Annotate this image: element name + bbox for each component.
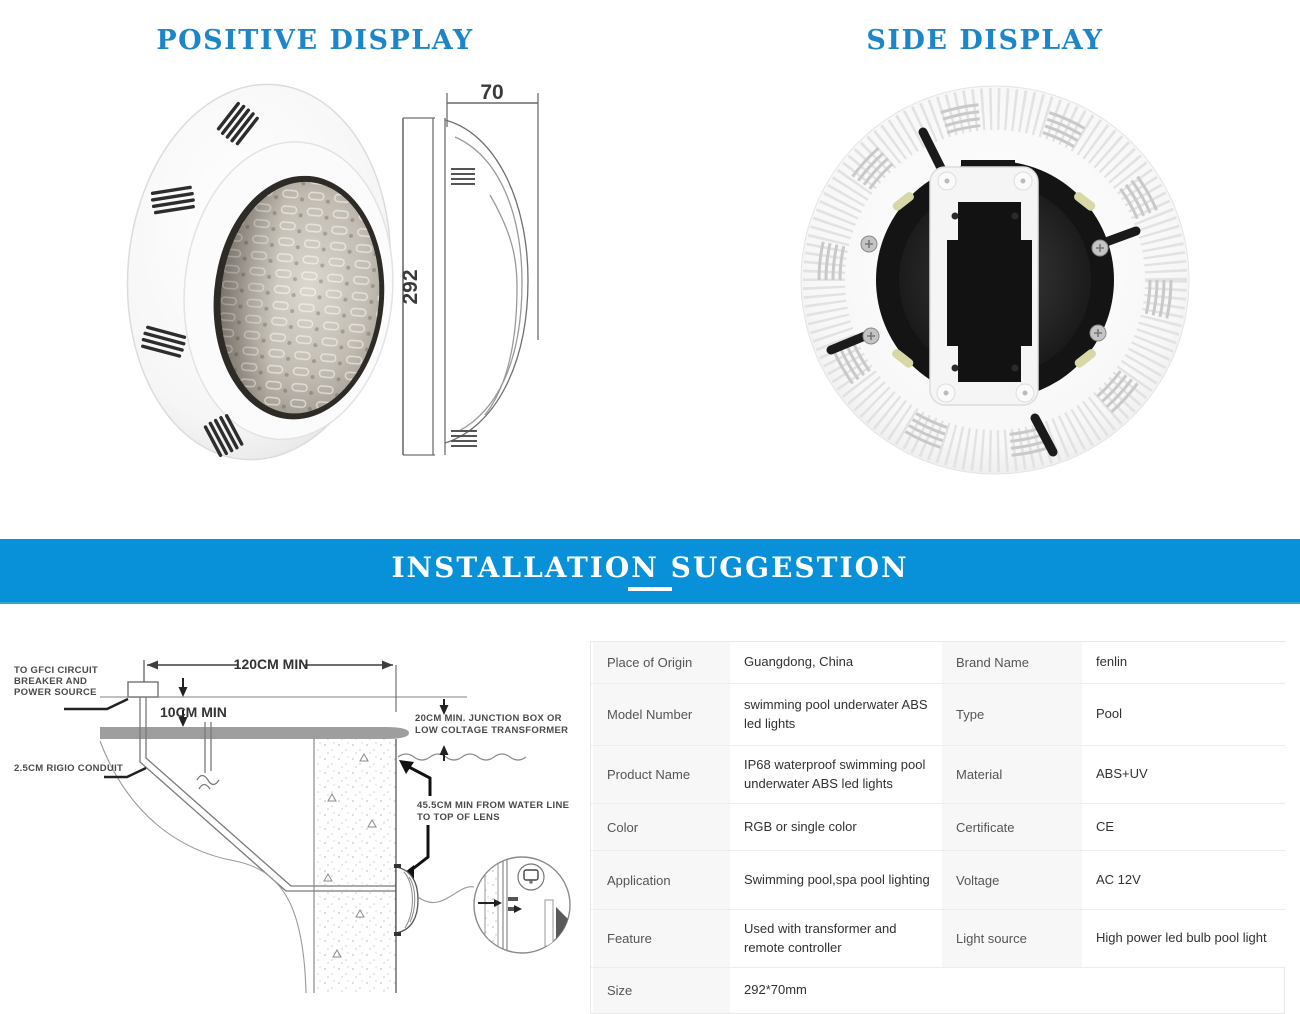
table-row — [591, 910, 1284, 968]
spec-label: Application — [591, 851, 732, 909]
spec-value: AC 12V — [1084, 851, 1286, 909]
spec-value: CE — [1084, 804, 1286, 850]
junction-box — [128, 682, 158, 697]
gfci-label-3: POWER SOURCE — [14, 687, 97, 698]
table-row — [591, 851, 1284, 910]
junction-label-1: 20CM MIN. JUNCTION BOX OR — [415, 713, 562, 724]
spec-label: Place of Origin — [591, 642, 732, 683]
back-view-photo — [795, 80, 1195, 480]
spec-value: swimming pool underwater ABS led lights — [732, 684, 940, 745]
spec-label: Color — [591, 804, 732, 850]
junction-label-2: LOW COLTAGE TRANSFORMER — [415, 725, 569, 736]
mounting-detail-circle — [418, 857, 570, 953]
mounting-bracket-plate — [930, 160, 1038, 405]
junction-note — [415, 699, 568, 736]
spec-label: Brand Name — [940, 642, 1084, 683]
table-row — [591, 684, 1284, 746]
side-display-title: SIDE DISPLAY — [866, 24, 1104, 56]
waterline-label-2: TO TOP OF LENS — [417, 812, 500, 823]
spec-value: 292*70mm — [732, 968, 1284, 1013]
spec-value: Pool — [1084, 684, 1286, 745]
excavation-curve — [100, 741, 306, 993]
spec-value: fenlin — [1084, 642, 1286, 683]
gfci-label-1: TO GFCI CIRCUIT — [14, 665, 99, 676]
profile-vent-hatch — [451, 169, 477, 446]
spec-value: IP68 waterproof swimming pool underwater ABS led lights — [732, 746, 940, 803]
waterline-label-1: 45.5CM MIN FROM WATER LINE — [417, 800, 570, 811]
spec-label: Voltage — [940, 851, 1084, 909]
installation-banner-title: INSTALLATION SUGGESTION — [391, 550, 909, 584]
spec-label: Light source — [940, 910, 1084, 967]
width-dimension-label: 70 — [480, 81, 504, 104]
conduit-note — [14, 763, 146, 777]
spec-label: Type — [940, 684, 1084, 745]
spec-label: Product Name — [591, 746, 732, 803]
pool-light-side — [394, 864, 418, 936]
installation-banner — [0, 539, 1300, 604]
table-row — [591, 642, 1284, 684]
dimension-10cm — [160, 678, 227, 727]
spec-value: Used with transformer and remote controller — [732, 910, 940, 967]
spec-value: Guangdong, China — [732, 642, 940, 683]
spec-label: Certificate — [940, 804, 1084, 850]
height-dimension-label: 292 — [399, 269, 422, 305]
spec-label: Feature — [591, 910, 732, 967]
water-line — [398, 745, 526, 761]
spec-table — [590, 641, 1285, 1014]
spec-value: RGB or single color — [732, 804, 940, 850]
dim-120-label: 120CM MIN — [233, 656, 309, 672]
table-row — [591, 968, 1284, 1013]
conduit-label: 2.5CM RIGIO CONDUIT — [14, 763, 124, 774]
spec-label: Size — [591, 968, 732, 1013]
table-row — [591, 746, 1284, 804]
spec-value: ABS+UV — [1084, 746, 1286, 803]
dim-10-label: 10CM MIN — [160, 704, 227, 720]
banner-underline — [628, 587, 672, 591]
bracket-cutout — [947, 202, 1032, 382]
spec-label: Model Number — [591, 684, 732, 745]
spec-value: High power led bulb pool light — [1084, 910, 1286, 967]
table-row — [591, 804, 1284, 851]
pool-light-front — [118, 73, 403, 471]
installation-diagram — [0, 615, 590, 1014]
spec-value: Swimming pool,spa pool lighting — [732, 851, 940, 909]
gfci-label-2: BREAKER AND — [14, 676, 88, 687]
pool-wall — [314, 739, 396, 993]
positive-display-title: POSITIVE DISPLAY — [156, 24, 474, 56]
gfci-note — [14, 665, 128, 709]
dimension-drawing — [395, 75, 560, 475]
spec-label: Material — [940, 746, 1084, 803]
front-view-photo — [118, 72, 403, 472]
